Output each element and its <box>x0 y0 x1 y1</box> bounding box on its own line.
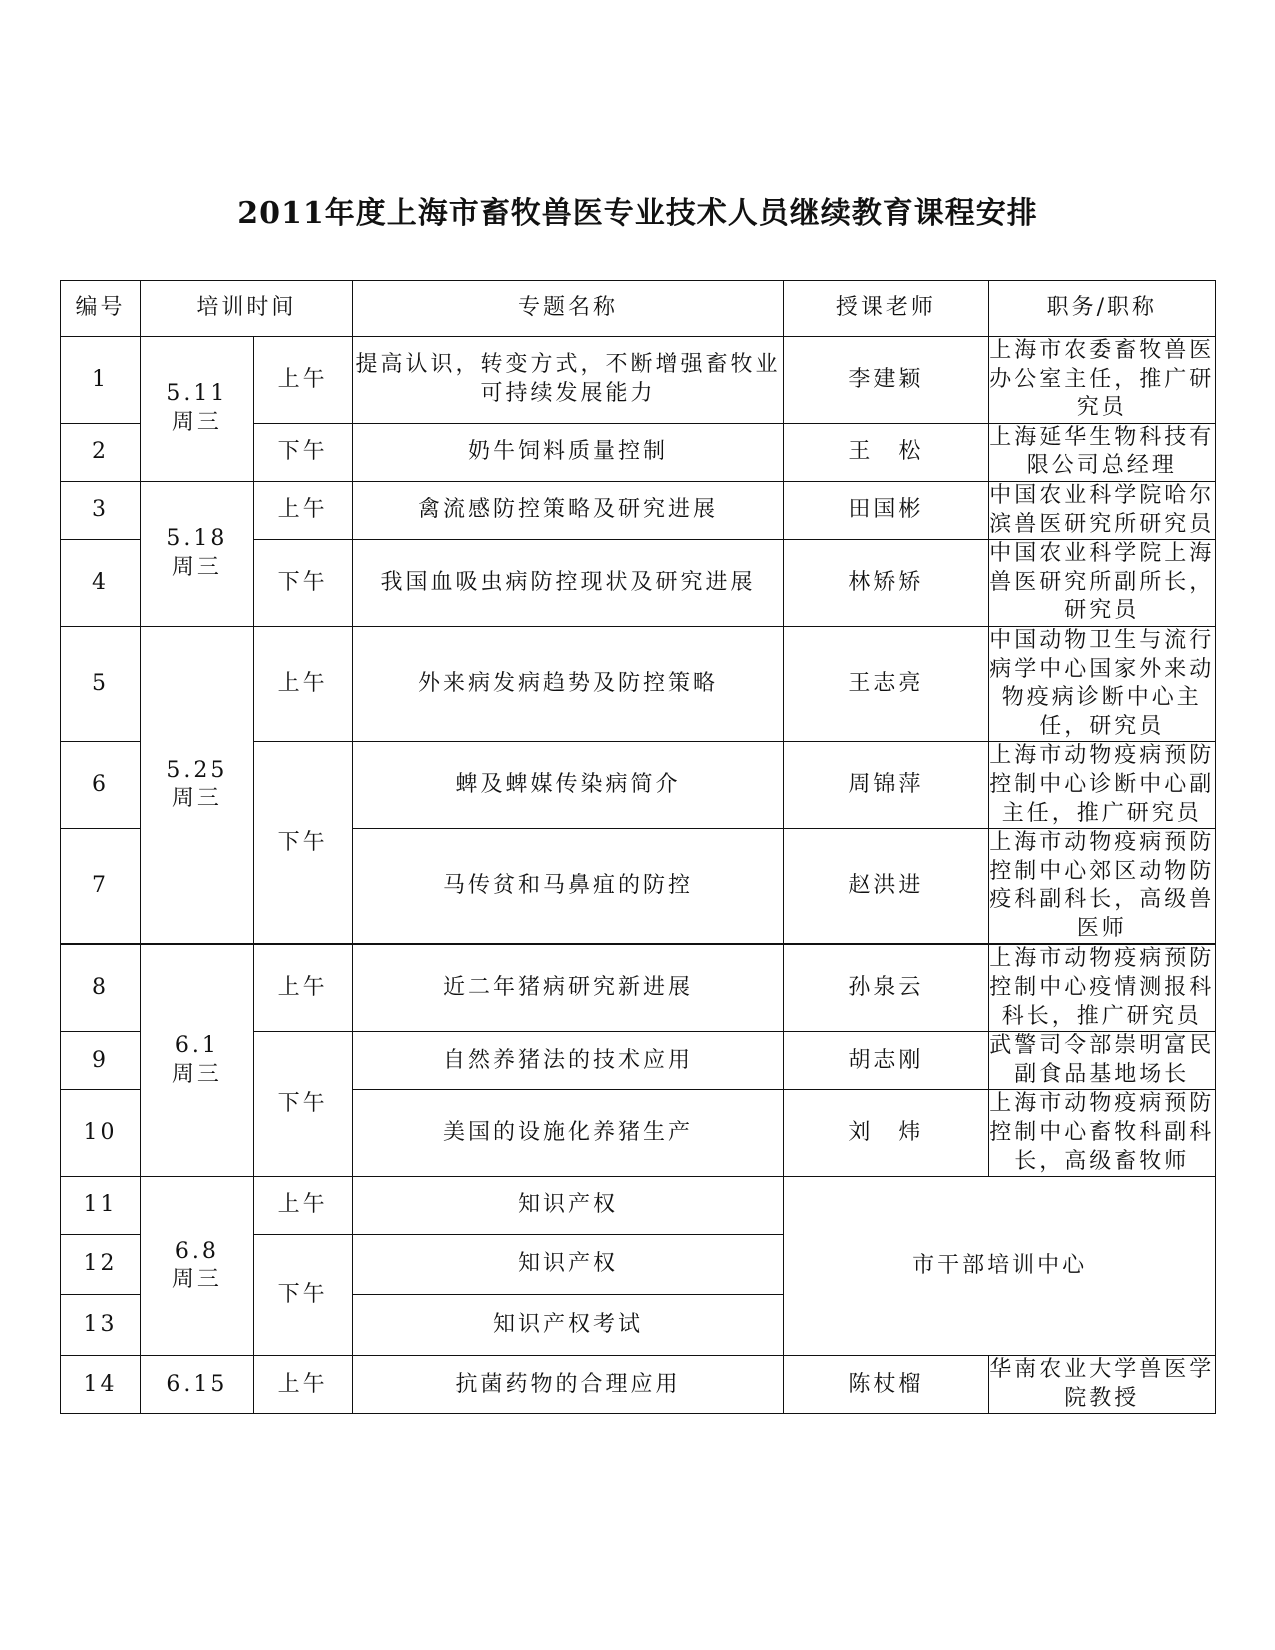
topic-cell: 近二年猪病研究新进展 <box>352 944 784 1031</box>
date-cell <box>141 481 254 626</box>
row-number: 10 <box>61 1090 141 1177</box>
role-cell: 上海市动物疫病预防控制中心诊断中心副主任，推广研究员 <box>988 742 1215 829</box>
date-cell <box>141 1177 254 1356</box>
row-number: 13 <box>61 1295 141 1356</box>
teacher-cell: 胡志刚 <box>784 1032 988 1090</box>
teacher-cell: 陈杖榴 <box>784 1356 988 1414</box>
role-cell: 中国农业科学院上海兽医研究所副所长，研究员 <box>988 540 1215 627</box>
course-schedule-table <box>60 280 1216 1414</box>
weekday-text: 周三 <box>171 1061 222 1087</box>
table-row <box>61 626 1216 741</box>
table-row <box>61 1177 1216 1235</box>
date-text: 5.18 <box>166 526 228 552</box>
table-row <box>61 337 1216 424</box>
table-row <box>61 944 1216 1031</box>
role-cell: 上海市动物疫病预防控制中心疫情测报科科长，推广研究员 <box>988 944 1215 1031</box>
row-number: 5 <box>61 626 141 741</box>
row-number: 3 <box>61 481 141 539</box>
role-cell: 武警司令部崇明富民副食品基地场长 <box>988 1032 1215 1090</box>
teacher-cell: 王 松 <box>784 423 988 481</box>
date-text: 6.8 <box>174 1238 219 1264</box>
weekday-text: 周三 <box>171 786 222 812</box>
row-number: 6 <box>61 742 141 829</box>
row-number: 8 <box>61 944 141 1031</box>
weekday-text: 周三 <box>171 409 222 435</box>
period-cell: 下午 <box>253 423 352 481</box>
period-cell: 上午 <box>253 481 352 539</box>
role-cell: 华南农业大学兽医学院教授 <box>988 1356 1215 1414</box>
row-number: 1 <box>61 337 141 424</box>
teacher-cell: 孙泉云 <box>784 944 988 1031</box>
row-number: 9 <box>61 1032 141 1090</box>
teacher-cell: 林矫矫 <box>784 540 988 627</box>
teacher-cell: 周锦萍 <box>784 742 988 829</box>
topic-cell: 我国血吸虫病防控现状及研究进展 <box>352 540 784 627</box>
role-cell: 上海市农委畜牧兽医办公室主任，推广研究员 <box>988 337 1215 424</box>
topic-cell: 提高认识，转变方式，不断增强畜牧业可持续发展能力 <box>352 337 784 424</box>
topic-cell: 美国的设施化养猪生产 <box>352 1090 784 1177</box>
topic-cell: 抗菌药物的合理应用 <box>352 1356 784 1414</box>
role-cell: 中国动物卫生与流行病学中心国家外来动物疫病诊断中心主任，研究员 <box>988 626 1215 741</box>
topic-cell: 外来病发病趋势及防控策略 <box>352 626 784 741</box>
period-cell: 下午 <box>253 1032 352 1177</box>
teacher-cell: 田国彬 <box>784 481 988 539</box>
header-topic: 专题名称 <box>352 281 784 337</box>
topic-cell: 知识产权 <box>352 1177 784 1235</box>
period-cell: 上午 <box>253 337 352 424</box>
date-text: 6.1 <box>174 1033 219 1059</box>
table-row <box>61 1356 1216 1414</box>
row-number: 11 <box>61 1177 141 1235</box>
role-cell: 中国农业科学院哈尔滨兽医研究所研究员 <box>988 481 1215 539</box>
date-text: 5.11 <box>166 381 228 407</box>
topic-cell: 禽流感防控策略及研究进展 <box>352 481 784 539</box>
role-cell: 上海延华生物科技有限公司总经理 <box>988 423 1215 481</box>
teacher-cell: 赵洪进 <box>784 829 988 945</box>
date-cell <box>141 944 254 1176</box>
merged-teacher-cell: 市干部培训中心 <box>784 1177 1216 1356</box>
topic-cell: 自然养猪法的技术应用 <box>352 1032 784 1090</box>
topic-cell: 知识产权考试 <box>352 1295 784 1356</box>
row-number: 14 <box>61 1356 141 1414</box>
header-role: 职务/职称 <box>988 281 1215 337</box>
page-title: 2011年度上海市畜牧兽医专业技术人员继续教育课程安排 <box>237 196 1038 231</box>
weekday-text: 周三 <box>171 554 222 580</box>
period-cell: 上午 <box>253 626 352 741</box>
teacher-cell: 王志亮 <box>784 626 988 741</box>
date-text: 5.25 <box>166 757 228 783</box>
table-row <box>61 481 1216 539</box>
row-number: 2 <box>61 423 141 481</box>
row-number: 4 <box>61 540 141 627</box>
topic-cell: 知识产权 <box>352 1235 784 1295</box>
period-cell: 上午 <box>253 1356 352 1414</box>
date-cell <box>141 626 254 944</box>
header-row <box>61 281 1216 337</box>
period-cell: 下午 <box>253 540 352 627</box>
date-cell: 6.15 <box>141 1356 254 1414</box>
topic-cell: 蜱及蜱媒传染病简介 <box>352 742 784 829</box>
weekday-text: 周三 <box>171 1267 222 1293</box>
row-number: 7 <box>61 829 141 945</box>
header-num: 编号 <box>61 281 141 337</box>
teacher-cell: 李建颖 <box>784 337 988 424</box>
period-cell: 下午 <box>253 742 352 945</box>
period-cell: 上午 <box>253 944 352 1031</box>
header-time: 培训时间 <box>141 281 353 337</box>
role-cell: 上海市动物疫病预防控制中心畜牧科副科长，高级畜牧师 <box>988 1090 1215 1177</box>
date-cell <box>141 337 254 482</box>
period-cell: 上午 <box>253 1177 352 1235</box>
header-teacher: 授课老师 <box>784 281 988 337</box>
row-number: 12 <box>61 1235 141 1295</box>
period-cell: 下午 <box>253 1235 352 1356</box>
teacher-cell: 刘 炜 <box>784 1090 988 1177</box>
topic-cell: 奶牛饲料质量控制 <box>352 423 784 481</box>
topic-cell: 马传贫和马鼻疽的防控 <box>352 829 784 945</box>
role-cell: 上海市动物疫病预防控制中心郊区动物防疫科副科长，高级兽医师 <box>988 829 1215 945</box>
